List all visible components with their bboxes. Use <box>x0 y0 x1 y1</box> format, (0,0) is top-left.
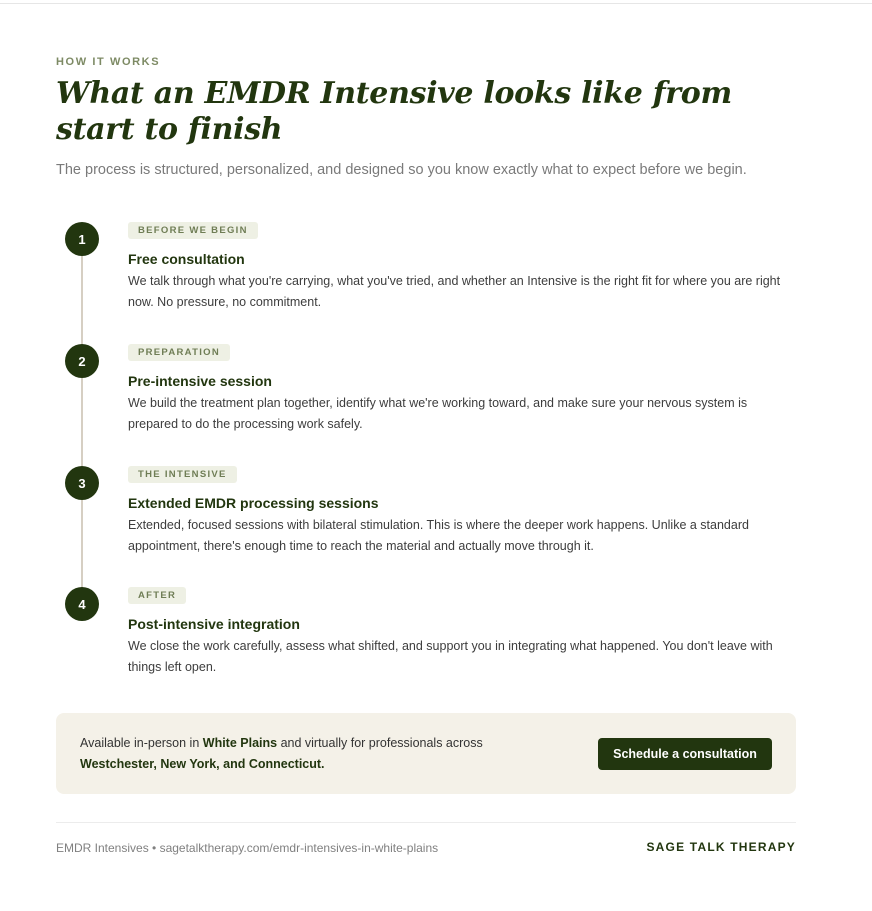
step-number-badge: 4 <box>65 587 99 621</box>
step-description: We talk through what you're carrying, what you've tried, and whether an Intensive is the right fit for where you are right now. No pressure, no commitment. <box>128 274 781 309</box>
step-number-badge: 2 <box>65 344 99 378</box>
availability-text <box>80 733 550 775</box>
step-title: Pre-intensive session <box>128 373 272 389</box>
footer-page-url: EMDR Intensives • sagetalktherapy.com/emdr-intensives-in-white-plains <box>56 841 439 855</box>
step-description: We close the work carefully, assess what shifted, and support you in integrating what happened. You don't leave with things left open. <box>128 639 773 674</box>
section-title: What an EMDR Intensive looks like from start to finish <box>56 76 732 147</box>
step-tag: BEFORE WE BEGIN <box>128 222 258 239</box>
consultation-cta-box <box>56 713 796 794</box>
step-title: Post-intensive integration <box>128 616 300 632</box>
step-connector-line <box>81 500 83 588</box>
step-content <box>128 464 788 557</box>
availability-text-part: Available in-person in <box>80 736 203 750</box>
step-tag: THE INTENSIVE <box>128 466 237 483</box>
step-description: Extended, focused sessions with bilateral stimulation. This is where the deeper work happens. Unlike a standard appointment, there's enough time to reach the material and actually move through it. <box>128 518 749 553</box>
step-tag: PREPARATION <box>128 344 230 361</box>
step-item <box>56 585 796 707</box>
step-item <box>56 220 796 342</box>
step-connector-line <box>81 378 83 466</box>
step-number-badge: 1 <box>65 222 99 256</box>
footer-brand-name: SAGE TALK THERAPY <box>646 840 796 854</box>
step-item <box>56 342 796 464</box>
step-connector-line <box>81 256 83 344</box>
footer-divider <box>56 822 796 823</box>
step-number-badge: 3 <box>65 466 99 500</box>
step-title: Extended EMDR processing sessions <box>128 495 379 511</box>
section-eyebrow: HOW IT WORKS <box>56 56 161 68</box>
schedule-consultation-button[interactable]: Schedule a consultation <box>598 738 772 770</box>
step-description: We build the treatment plan together, identify what we're working toward, and make sure your nervous system is prepared to do the processing work safely. <box>128 396 748 431</box>
step-tag: AFTER <box>128 587 186 604</box>
step-content <box>128 342 788 435</box>
step-title: Free consultation <box>128 251 245 267</box>
step-content <box>128 220 788 313</box>
section-subtitle: The process is structured, personalized, and designed so you know exactly what to expect before we begin. <box>56 162 747 178</box>
availability-location: White Plains <box>202 736 278 750</box>
availability-text-part: and virtually for professionals across <box>277 736 483 750</box>
step-item <box>56 464 796 586</box>
top-divider <box>0 3 872 4</box>
availability-regions: Westchester, New York, and Connecticut. <box>80 757 325 771</box>
step-content <box>128 585 788 678</box>
